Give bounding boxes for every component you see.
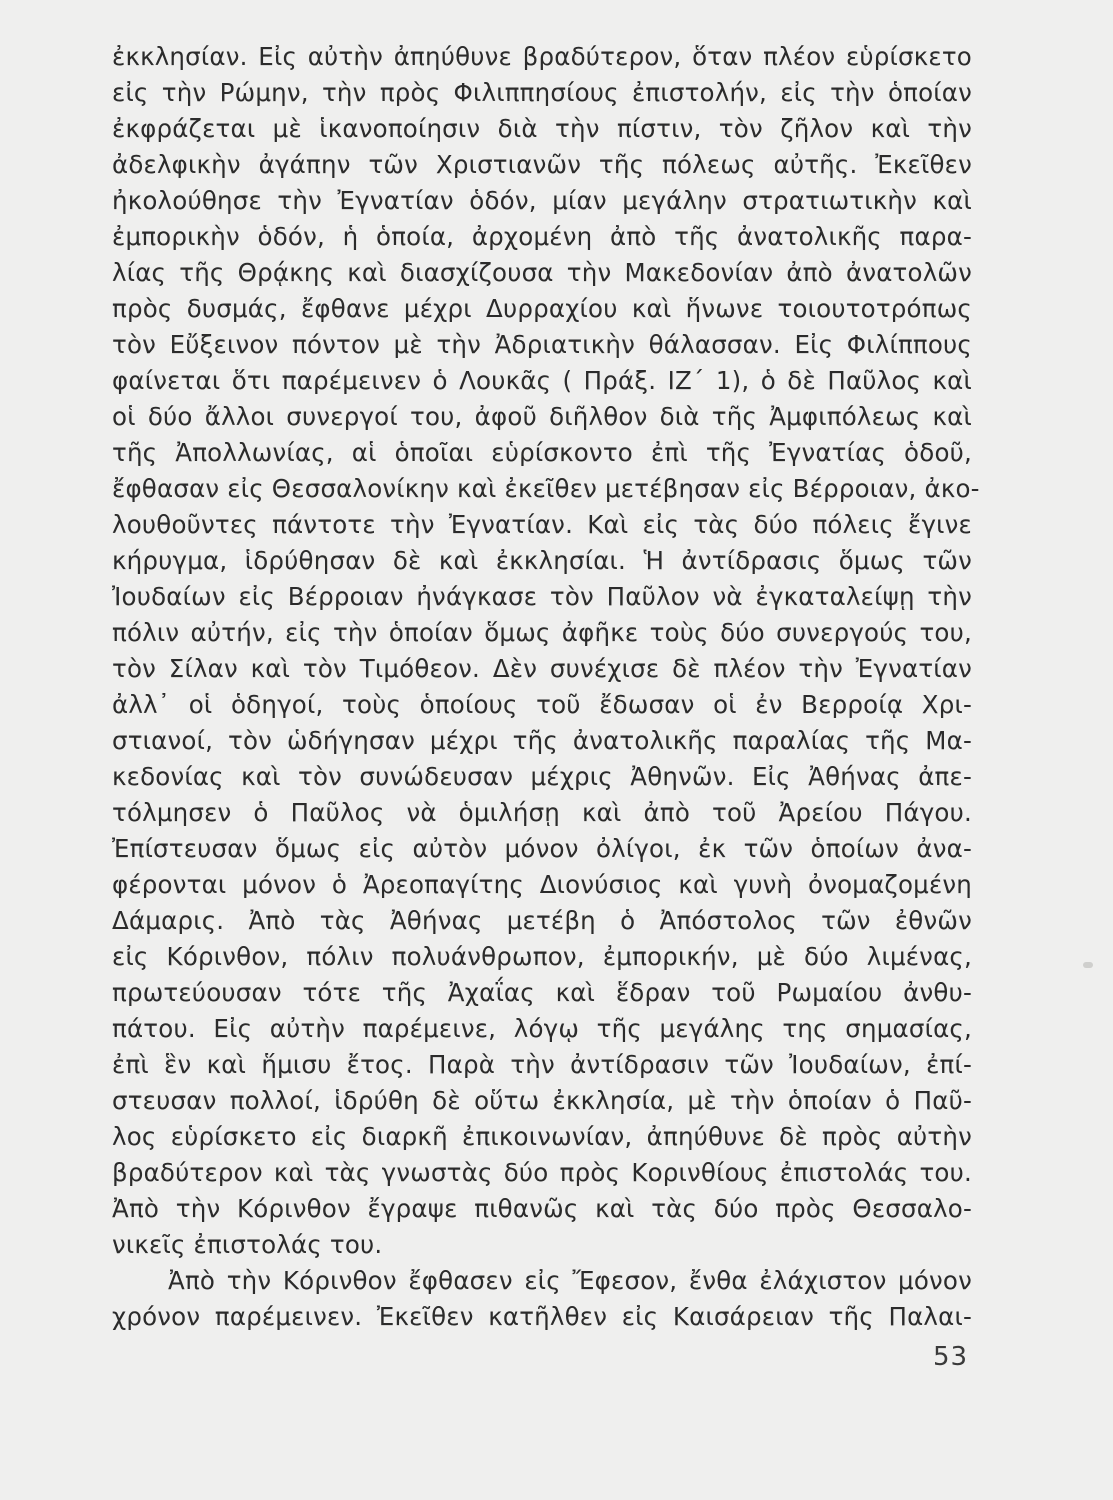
text-line: εἰς τὴν Ρώμην, τὴν πρὸς Φιλιππησίους ἐπιστολήν, εἰς τὴν ὁποίαν bbox=[112, 78, 972, 107]
text-line: στευσαν πολλοί, ἱδρύθη δὲ οὕτω ἐκκλησία, μὲ τὴν ὁποίαν ὁ Παῦ- bbox=[112, 1086, 972, 1115]
text-line: Ἀπὸ τὴν Κόρινθον ἔγραψε πιθανῶς καὶ τὰς δύο πρὸς Θεσσαλο- bbox=[112, 1194, 972, 1223]
text-line: Ἰουδαίων εἰς Βέρροιαν ἠνάγκασε τὸν Παῦλον νὰ ἐγκαταλείψῃ τὴν bbox=[112, 582, 972, 611]
text-line: εἰς Κόρινθον, πόλιν πολυάνθρωπον, ἐμπορικήν, μὲ δύο λιμένας, bbox=[112, 942, 972, 971]
text-line: Ἀπὸ τὴν Κόρινθον ἔφθασεν εἰς Ἔφεσον, ἔνθα ἐλάχιστον μόνον bbox=[168, 1266, 972, 1295]
text-line: ἐκφράζεται μὲ ἱκανοποίησιν διὰ τὴν πίστιν, τὸν ζῆλον καὶ τὴν bbox=[112, 114, 972, 143]
text-line: κήρυγμα, ἱδρύθησαν δὲ καὶ ἐκκλησίαι. Ἡ ἀντίδρασις ὅμως τῶν bbox=[112, 546, 972, 575]
text-line: ἀδελφικὴν ἀγάπην τῶν Χριστιανῶν τῆς πόλεως αὐτῆς. Ἐκεῖθεν bbox=[112, 150, 972, 179]
text-line: τόλμησεν ὁ Παῦλος νὰ ὁμιλήσῃ καὶ ἀπὸ τοῦ Ἀρείου Πάγου. bbox=[112, 798, 972, 827]
text-line: στιανοί, τὸν ὡδήγησαν μέχρι τῆς ἀνατολικῆς παραλίας τῆς Μα- bbox=[112, 726, 972, 755]
text-line: ἀλλ᾽ οἱ ὁδηγοί, τοὺς ὁποίους τοῦ ἔδωσαν οἱ ἐν Βερροίᾳ Χρι- bbox=[112, 690, 972, 719]
text-line: τὸν Σίλαν καὶ τὸν Τιμόθεον. Δὲν συνέχισε δὲ πλέον τὴν Ἐγνατίαν bbox=[112, 654, 972, 683]
text-line: βραδύτερον καὶ τὰς γνωστὰς δύο πρὸς Κορινθίους ἐπιστολάς του. bbox=[112, 1158, 972, 1187]
text-line: χρόνον παρέμεινεν. Ἐκεῖθεν κατῆλθεν εἰς Καισάρειαν τῆς Παλαι- bbox=[112, 1302, 972, 1331]
text-line: ἐπὶ ἓν καὶ ἥμισυ ἔτος. Παρὰ τὴν ἀντίδρασιν τῶν Ἰουδαίων, ἐπί- bbox=[112, 1050, 972, 1079]
text-line: πρὸς δυσμάς, ἔφθανε μέχρι Δυρραχίου καὶ ἥνωνε τοιουτοτρόπως bbox=[112, 294, 972, 323]
text-line: νικεῖς ἐπιστολάς του. bbox=[112, 1230, 383, 1259]
text-line: ἠκολούθησε τὴν Ἐγνατίαν ὁδόν, μίαν μεγάλην στρατιωτικὴν καὶ bbox=[112, 186, 972, 215]
text-line: τῆς Ἀπολλωνίας, αἱ ὁποῖαι εὑρίσκοντο ἐπὶ τῆς Ἐγνατίας ὁδοῦ, bbox=[112, 438, 972, 467]
text-line: λίας τῆς Θρᾴκης καὶ διασχίζουσα τὴν Μακεδονίαν ἀπὸ ἀνατολῶν bbox=[112, 258, 972, 287]
text-line: φαίνεται ὅτι παρέμεινεν ὁ Λουκᾶς ( Πράξ. ΙΖ΄ 1), ὁ δὲ Παῦλος καὶ bbox=[112, 366, 972, 395]
text-line: πόλιν αὐτήν, εἰς τὴν ὁποίαν ὅμως ἀφῆκε τοὺς δύο συνεργούς του, bbox=[112, 618, 972, 647]
text-line: ἔφθασαν εἰς Θεσσαλονίκην καὶ ἐκεῖθεν μετέβησαν εἰς Βέρροιαν, ἀκο- bbox=[112, 474, 980, 503]
text-line: τὸν Εὔξεινον πόντον μὲ τὴν Ἀδριατικὴν θάλασσαν. Εἰς Φιλίππους bbox=[112, 330, 972, 359]
text-line: οἱ δύο ἄλλοι συνεργοί του, ἀφοῦ διῆλθον διὰ τῆς Ἀμφιπόλεως καὶ bbox=[112, 402, 972, 431]
text-line: ἐμπορικὴν ὁδόν, ἡ ὁποία, ἀρχομένη ἀπὸ τῆς ἀνατολικῆς παρα- bbox=[112, 222, 972, 251]
scan-speck bbox=[1083, 962, 1093, 968]
text-line: λουθοῦντες πάντοτε τὴν Ἐγνατίαν. Καὶ εἰς τὰς δύο πόλεις ἔγινε bbox=[112, 510, 972, 539]
text-line: Δάμαρις. Ἀπὸ τὰς Ἀθήνας μετέβη ὁ Ἀπόστολος τῶν ἐθνῶν bbox=[112, 906, 972, 935]
text-line: Ἐπίστευσαν ὅμως εἰς αὐτὸν μόνον ὀλίγοι, ἐκ τῶν ὁποίων ἀνα- bbox=[112, 834, 972, 863]
text-line: ἐκκλησίαν. Εἰς αὐτὴν ἀπηύθυνε βραδύτερον, ὅταν πλέον εὑρίσκετο bbox=[112, 42, 972, 71]
text-line: φέρονται μόνον ὁ Ἀρεοπαγίτης Διονύσιος καὶ γυνὴ ὀνομαζομένη bbox=[112, 870, 972, 899]
text-line: πάτου. Εἰς αὐτὴν παρέμεινε, λόγῳ τῆς μεγάλης της σημασίας, bbox=[112, 1014, 972, 1043]
page-number: 53 bbox=[933, 1342, 969, 1372]
text-line: κεδονίας καὶ τὸν συνώδευσαν μέχρις Ἀθηνῶν. Εἰς Ἀθήνας ἀπε- bbox=[112, 762, 972, 791]
text-line: λος εὑρίσκετο εἰς διαρκῆ ἐπικοινωνίαν, ἀπηύθυνε δὲ πρὸς αὐτὴν bbox=[112, 1122, 972, 1151]
text-line: πρωτεύουσαν τότε τῆς Ἀχαΐας καὶ ἕδραν τοῦ Ρωμαίου ἀνθυ- bbox=[112, 978, 972, 1007]
